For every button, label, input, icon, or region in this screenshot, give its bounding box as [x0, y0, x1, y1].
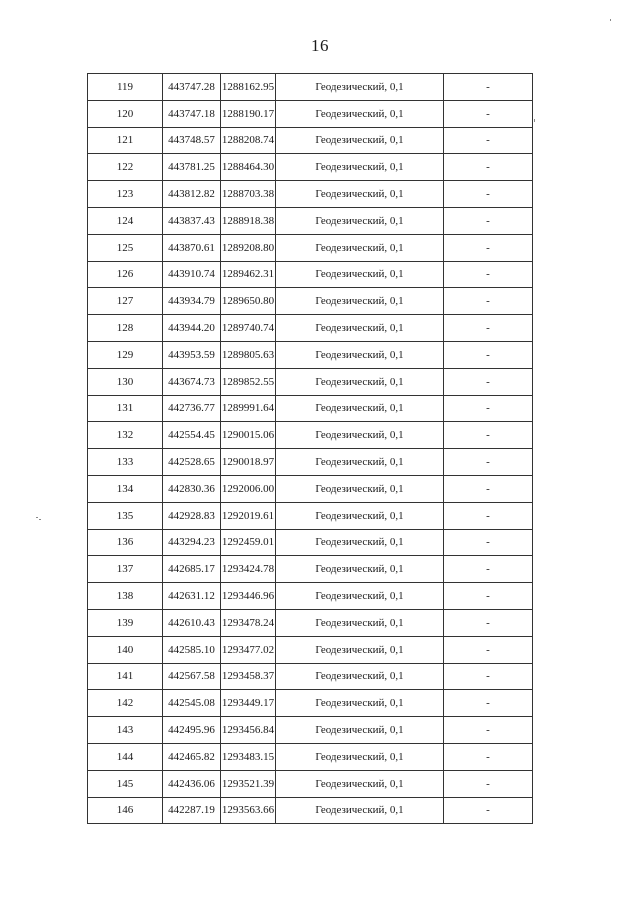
point-number-cell: 134 [88, 475, 163, 502]
x-coordinate-cell: 442736.77 [163, 395, 221, 422]
scan-speck [39, 519, 41, 520]
extra-info-cell: - [444, 261, 533, 288]
method-accuracy-cell: Геодезический, 0,1 [276, 154, 444, 181]
method-accuracy-cell: Геодезический, 0,1 [276, 502, 444, 529]
extra-info-cell: - [444, 74, 533, 101]
y-coordinate-cell: 1293424.78 [221, 556, 276, 583]
x-coordinate-cell: 443747.28 [163, 74, 221, 101]
extra-info-cell: - [444, 556, 533, 583]
method-accuracy-cell: Геодезический, 0,1 [276, 663, 444, 690]
point-number-cell: 145 [88, 770, 163, 797]
point-number-cell: 146 [88, 797, 163, 824]
y-coordinate-cell: 1288464.30 [221, 154, 276, 181]
x-coordinate-cell: 442545.08 [163, 690, 221, 717]
point-number-cell: 140 [88, 636, 163, 663]
x-coordinate-cell: 443294.23 [163, 529, 221, 556]
y-coordinate-cell: 1288162.95 [221, 74, 276, 101]
point-number-cell: 120 [88, 100, 163, 127]
point-number-cell: 143 [88, 717, 163, 744]
extra-info-cell: - [444, 663, 533, 690]
method-accuracy-cell: Геодезический, 0,1 [276, 288, 444, 315]
point-number-cell: 139 [88, 609, 163, 636]
x-coordinate-cell: 442495.96 [163, 717, 221, 744]
extra-info-cell: - [444, 583, 533, 610]
table-row [88, 743, 533, 770]
scan-speck [534, 119, 535, 122]
x-coordinate-cell: 442928.83 [163, 502, 221, 529]
y-coordinate-cell: 1289208.80 [221, 234, 276, 261]
point-number-cell: 133 [88, 449, 163, 476]
table-row [88, 797, 533, 824]
method-accuracy-cell: Геодезический, 0,1 [276, 395, 444, 422]
y-coordinate-cell: 1293477.02 [221, 636, 276, 663]
method-accuracy-cell: Геодезический, 0,1 [276, 529, 444, 556]
point-number-cell: 144 [88, 743, 163, 770]
table-row [88, 127, 533, 154]
page-number: 16 [311, 36, 329, 55]
table-row [88, 395, 533, 422]
extra-info-cell: - [444, 154, 533, 181]
extra-info-cell: - [444, 770, 533, 797]
extra-info-cell: - [444, 395, 533, 422]
method-accuracy-cell: Геодезический, 0,1 [276, 583, 444, 610]
y-coordinate-cell: 1293483.15 [221, 743, 276, 770]
x-coordinate-cell: 443953.59 [163, 341, 221, 368]
extra-info-cell: - [444, 181, 533, 208]
x-coordinate-cell: 442830.36 [163, 475, 221, 502]
extra-info-cell: - [444, 234, 533, 261]
method-accuracy-cell: Геодезический, 0,1 [276, 475, 444, 502]
x-coordinate-cell: 443781.25 [163, 154, 221, 181]
point-number-cell: 122 [88, 154, 163, 181]
table-row [88, 341, 533, 368]
method-accuracy-cell: Геодезический, 0,1 [276, 717, 444, 744]
x-coordinate-cell: 442287.19 [163, 797, 221, 824]
y-coordinate-cell: 1288190.17 [221, 100, 276, 127]
x-coordinate-cell: 442528.65 [163, 449, 221, 476]
extra-info-cell: - [444, 743, 533, 770]
x-coordinate-cell: 442554.45 [163, 422, 221, 449]
y-coordinate-cell: 1289805.63 [221, 341, 276, 368]
extra-info-cell: - [444, 502, 533, 529]
x-coordinate-cell: 442610.43 [163, 609, 221, 636]
table-row [88, 74, 533, 101]
y-coordinate-cell: 1289991.64 [221, 395, 276, 422]
point-number-cell: 130 [88, 368, 163, 395]
x-coordinate-cell: 442436.06 [163, 770, 221, 797]
x-coordinate-cell: 442631.12 [163, 583, 221, 610]
extra-info-cell: - [444, 207, 533, 234]
method-accuracy-cell: Геодезический, 0,1 [276, 315, 444, 342]
y-coordinate-cell: 1289852.55 [221, 368, 276, 395]
table-row [88, 502, 533, 529]
extra-info-cell: - [444, 636, 533, 663]
extra-info-cell: - [444, 449, 533, 476]
extra-info-cell: - [444, 315, 533, 342]
point-number-cell: 123 [88, 181, 163, 208]
point-number-cell: 132 [88, 422, 163, 449]
table-row [88, 663, 533, 690]
y-coordinate-cell: 1293521.39 [221, 770, 276, 797]
table-row [88, 181, 533, 208]
y-coordinate-cell: 1293446.96 [221, 583, 276, 610]
method-accuracy-cell: Геодезический, 0,1 [276, 368, 444, 395]
extra-info-cell: - [444, 529, 533, 556]
y-coordinate-cell: 1292006.00 [221, 475, 276, 502]
x-coordinate-cell: 442585.10 [163, 636, 221, 663]
table-row [88, 234, 533, 261]
method-accuracy-cell: Геодезический, 0,1 [276, 261, 444, 288]
method-accuracy-cell: Геодезический, 0,1 [276, 556, 444, 583]
y-coordinate-cell: 1293458.37 [221, 663, 276, 690]
table-row [88, 770, 533, 797]
y-coordinate-cell: 1288208.74 [221, 127, 276, 154]
y-coordinate-cell: 1288918.38 [221, 207, 276, 234]
method-accuracy-cell: Геодезический, 0,1 [276, 422, 444, 449]
coordinates-table [87, 73, 533, 824]
extra-info-cell: - [444, 127, 533, 154]
table-row [88, 422, 533, 449]
point-number-cell: 135 [88, 502, 163, 529]
y-coordinate-cell: 1289462.31 [221, 261, 276, 288]
y-coordinate-cell: 1292019.61 [221, 502, 276, 529]
x-coordinate-cell: 442465.82 [163, 743, 221, 770]
point-number-cell: 124 [88, 207, 163, 234]
point-number-cell: 138 [88, 583, 163, 610]
extra-info-cell: - [444, 288, 533, 315]
method-accuracy-cell: Геодезический, 0,1 [276, 770, 444, 797]
extra-info-cell: - [444, 368, 533, 395]
scan-speck [36, 517, 38, 518]
x-coordinate-cell: 443748.57 [163, 127, 221, 154]
point-number-cell: 128 [88, 315, 163, 342]
method-accuracy-cell: Геодезический, 0,1 [276, 341, 444, 368]
table-row [88, 556, 533, 583]
y-coordinate-cell: 1289650.80 [221, 288, 276, 315]
table-row [88, 207, 533, 234]
x-coordinate-cell: 443747.18 [163, 100, 221, 127]
method-accuracy-cell: Геодезический, 0,1 [276, 449, 444, 476]
method-accuracy-cell: Геодезический, 0,1 [276, 743, 444, 770]
method-accuracy-cell: Геодезический, 0,1 [276, 127, 444, 154]
table-row [88, 717, 533, 744]
method-accuracy-cell: Геодезический, 0,1 [276, 234, 444, 261]
table-row [88, 690, 533, 717]
extra-info-cell: - [444, 609, 533, 636]
y-coordinate-cell: 1293478.24 [221, 609, 276, 636]
y-coordinate-cell: 1292459.01 [221, 529, 276, 556]
point-number-cell: 129 [88, 341, 163, 368]
table-row [88, 368, 533, 395]
x-coordinate-cell: 442567.58 [163, 663, 221, 690]
y-coordinate-cell: 1289740.74 [221, 315, 276, 342]
x-coordinate-cell: 443812.82 [163, 181, 221, 208]
table-row [88, 583, 533, 610]
extra-info-cell: - [444, 422, 533, 449]
extra-info-cell: - [444, 797, 533, 824]
point-number-cell: 127 [88, 288, 163, 315]
y-coordinate-cell: 1293563.66 [221, 797, 276, 824]
y-coordinate-cell: 1293456.84 [221, 717, 276, 744]
y-coordinate-cell: 1293449.17 [221, 690, 276, 717]
point-number-cell: 119 [88, 74, 163, 101]
table-row [88, 529, 533, 556]
point-number-cell: 131 [88, 395, 163, 422]
method-accuracy-cell: Геодезический, 0,1 [276, 797, 444, 824]
x-coordinate-cell: 443934.79 [163, 288, 221, 315]
method-accuracy-cell: Геодезический, 0,1 [276, 181, 444, 208]
method-accuracy-cell: Геодезический, 0,1 [276, 690, 444, 717]
point-number-cell: 136 [88, 529, 163, 556]
method-accuracy-cell: Геодезический, 0,1 [276, 609, 444, 636]
table-row [88, 100, 533, 127]
table-row [88, 315, 533, 342]
x-coordinate-cell: 442685.17 [163, 556, 221, 583]
y-coordinate-cell: 1288703.38 [221, 181, 276, 208]
x-coordinate-cell: 443870.61 [163, 234, 221, 261]
extra-info-cell: - [444, 717, 533, 744]
scan-speck [610, 19, 611, 21]
extra-info-cell: - [444, 341, 533, 368]
table-row [88, 475, 533, 502]
extra-info-cell: - [444, 100, 533, 127]
table-row [88, 288, 533, 315]
point-number-cell: 121 [88, 127, 163, 154]
table-row [88, 449, 533, 476]
method-accuracy-cell: Геодезический, 0,1 [276, 636, 444, 663]
table-body [88, 74, 533, 824]
table-row [88, 636, 533, 663]
table-row [88, 609, 533, 636]
method-accuracy-cell: Геодезический, 0,1 [276, 74, 444, 101]
point-number-cell: 141 [88, 663, 163, 690]
y-coordinate-cell: 1290018.97 [221, 449, 276, 476]
table-row [88, 154, 533, 181]
x-coordinate-cell: 443944.20 [163, 315, 221, 342]
point-number-cell: 142 [88, 690, 163, 717]
method-accuracy-cell: Геодезический, 0,1 [276, 100, 444, 127]
point-number-cell: 125 [88, 234, 163, 261]
extra-info-cell: - [444, 475, 533, 502]
method-accuracy-cell: Геодезический, 0,1 [276, 207, 444, 234]
point-number-cell: 126 [88, 261, 163, 288]
x-coordinate-cell: 443910.74 [163, 261, 221, 288]
table-row [88, 261, 533, 288]
point-number-cell: 137 [88, 556, 163, 583]
x-coordinate-cell: 443837.43 [163, 207, 221, 234]
x-coordinate-cell: 443674.73 [163, 368, 221, 395]
y-coordinate-cell: 1290015.06 [221, 422, 276, 449]
extra-info-cell: - [444, 690, 533, 717]
